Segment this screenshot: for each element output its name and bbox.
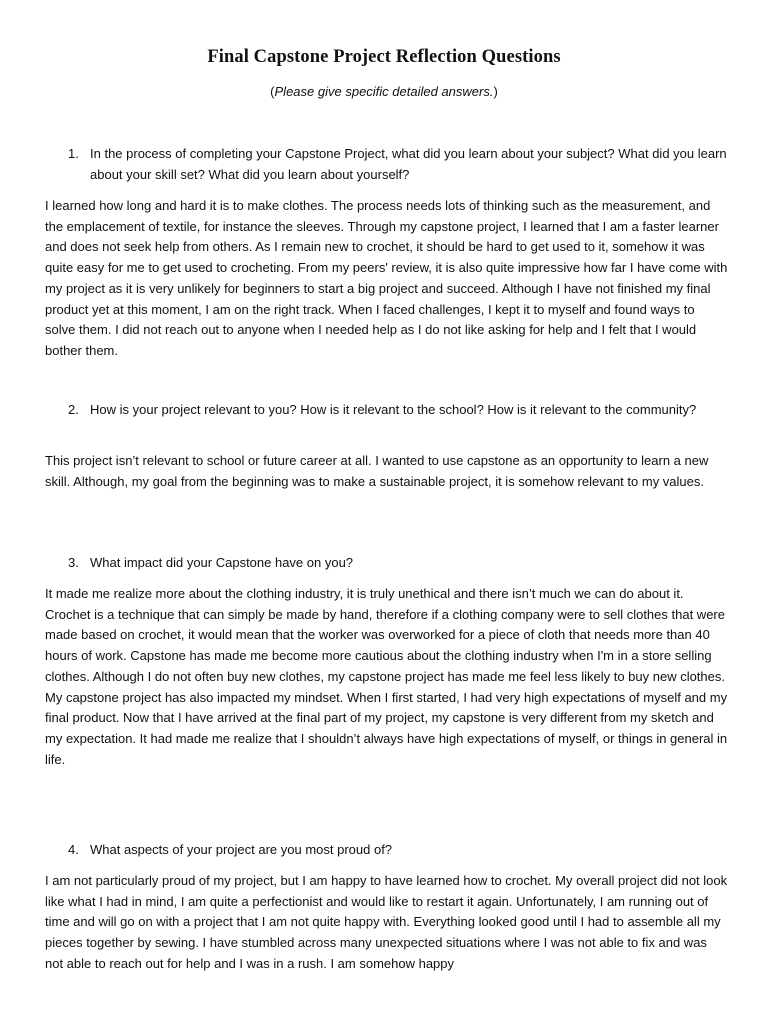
question-number: 4. [68, 842, 79, 857]
subtitle-close-paren: ) [493, 84, 498, 99]
question-3 [68, 553, 728, 574]
answer-2: This project isn’t relevant to school or future career at all. I wanted to use capstone as an opportunity to learn a new skill. Although, my goal from the beginning was to make a sustainable project, it is somehow relevant to my values. [45, 453, 709, 489]
subtitle-instruction: Please give specific detailed answers. [274, 84, 494, 99]
answer-4: I am not particularly proud of my project, but I am happy to have learned how to crochet. My overall project did not look like what I had in mind, I am quite a perfectionist and would like to restart it again. Unfortunately, I am running out of time and will go on with a project that I am not quite happy with. Everything looked good until I had to assemble all my pieces together by sewing. I have stumbled across many unexpected situations where I was not able to fix and was not able to reach out for help and I was in a rush. I am somehow happy [45, 873, 728, 971]
subtitle-open-paren: ( [270, 84, 275, 99]
question-text: In the process of completing your Capstone Project, what did you learn about your subject? What did you learn about your skill set? What did you learn about yourself? [90, 146, 727, 182]
question-text: How is your project relevant to you? How is it relevant to the school? How is it relevant to the community? [90, 402, 697, 417]
question-4 [68, 840, 728, 861]
question-number: 2. [68, 402, 79, 417]
question-number: 1. [68, 146, 79, 161]
question-text: What aspects of your project are you most proud of? [90, 842, 393, 857]
document-title: Final Capstone Project Reflection Questions [207, 47, 561, 67]
question-2 [68, 400, 728, 421]
question-text: What impact did your Capstone have on you? [90, 555, 354, 570]
question-number: 3. [68, 555, 79, 570]
question-1 [68, 144, 728, 185]
document-subtitle [0, 84, 768, 99]
answer-3: It made me realize more about the clothing industry, it is truly unethical and there isn’t much we can do about it. Crochet is a technique that can simply be made by hand, therefore if a clothing company were to sell clothes that were made based on crochet, it would mean that the worker was overworked for a piece of cloth that needs more than 40 hours of work. Capstone has made me become more cautious about the clothing industry when I'm in a store selling clothes. Although I do not often buy new clothes, my capstone project has made me feel less likely to buy new clothes. My capstone project has also impacted my mindset. When I first started, I had very high expectations of myself and my final product. Now that I have arrived at the final part of my project, my capstone is very different from my sketch and my expectation. It had made me realize that I shouldn’t always have high expectations of myself, or things in general in life. [45, 586, 728, 767]
answer-1: I learned how long and hard it is to make clothes. The process needs lots of thinking such as the measurement, and the emplacement of textile, for instance the sleeves. Through my capstone project, I learned that I am a faster learner and does not seek help from others. As I remain new to crochet, it should be hard to get used to it, somehow it was quite easy for me to get used to crocheting. From my peers' review, it is also quite impressive how far I have come with my project as it is very unlikely for beginners to start a big project and succeed. Although I have not finished my final product yet at this moment, I am on the right track. When I faced challenges, I kept it to myself and found ways to solve them. I did not reach out to anyone when I needed help as I do not like asking for help and I felt that I would bother them. [45, 198, 728, 358]
